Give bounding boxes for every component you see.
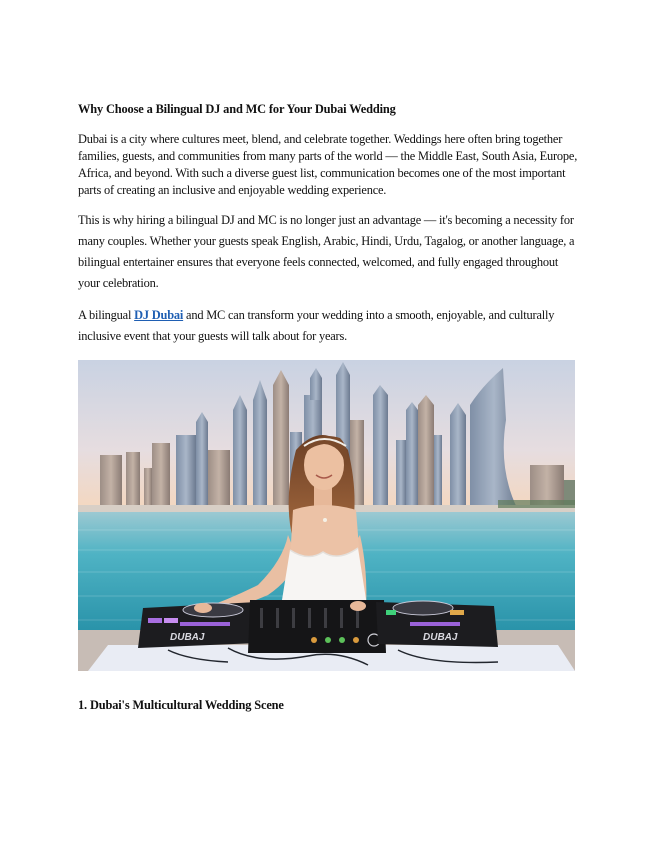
controller-label-right: DUBAJ [423,632,458,643]
dj-dubai-paragraph [78,305,578,347]
section-heading: 1. Dubai's Multicultural Wedding Scene [78,698,284,712]
bilingual-paragraph: This is why hiring a bilingual DJ and MC is no longer just an advantage — it's becoming a necessity for many couples. Whether your guests speak English, Arabic, Hindi, Urdu, Tagalog, or another language, a bilingual entertainer ensures that everyone feels connected, welcomed, and fully engaged throughout your celebration. [78,213,575,290]
controller-label-left: DUBAJ [170,632,205,643]
dj-dubai-link[interactable]: DJ Dubai [134,308,184,322]
dj-bride-photo [78,360,575,671]
paragraph-text-before-link: A bilingual [78,308,135,322]
dubai-skyline-dj-image [78,360,575,671]
intro-paragraph: Dubai is a city where cultures meet, blend, and celebrate together. Weddings here often bring together families, guests, and communities from many parts of the world — the Middle East, South Asia, Europe, Africa, and beyond. With such a diverse guest list, communication becomes one of the most important parts of creating an inclusive and enjoyable wedding experience. [78,132,578,197]
article-heading: Why Choose a Bilingual DJ and MC for Your Dubai Wedding [78,102,396,116]
paragraph-text-after-link: and MC can transform your wedding into a smooth, enjoyable, and culturally inclusive event that your guests will talk about for years. [78,308,555,343]
